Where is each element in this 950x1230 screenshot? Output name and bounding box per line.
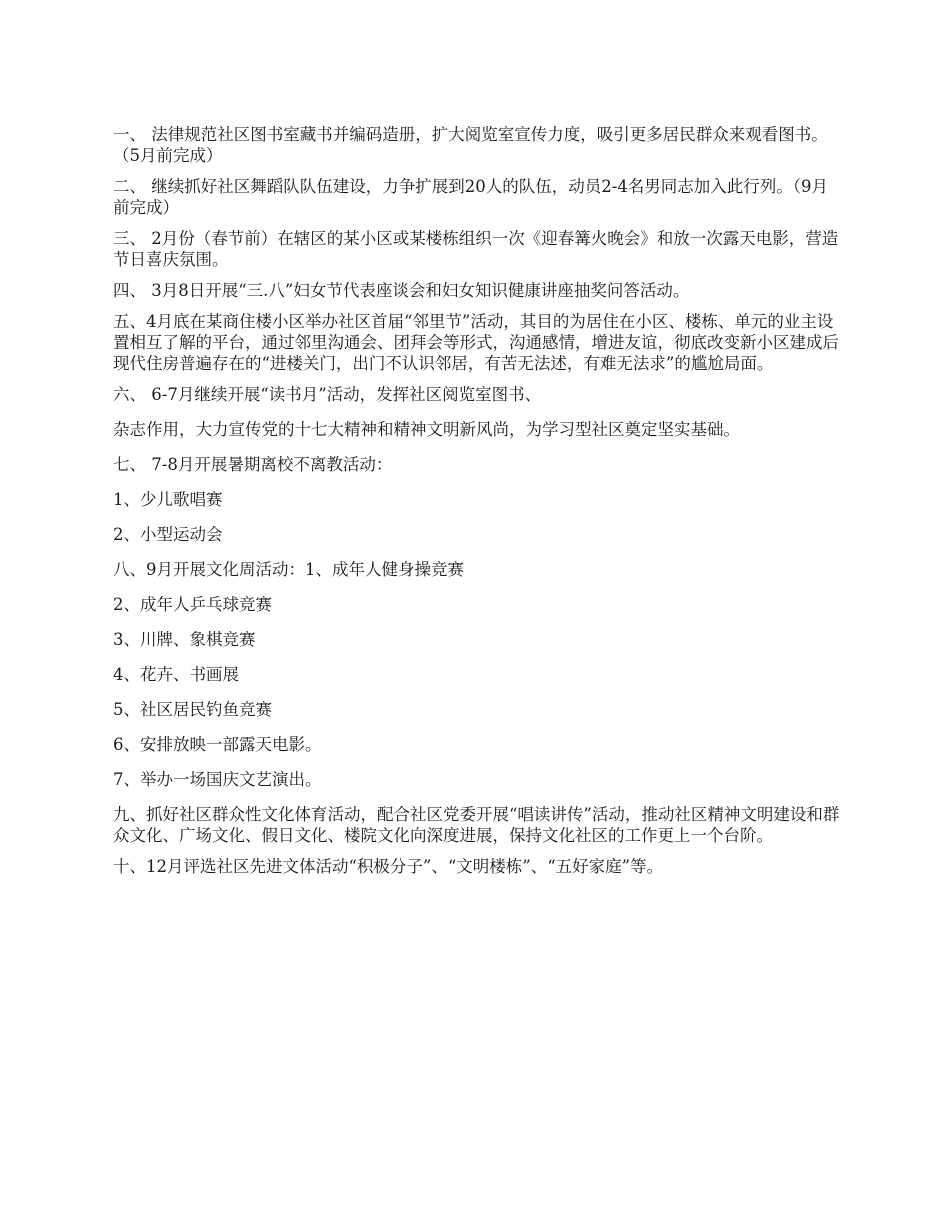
list-item: 2、小型运动会 xyxy=(113,525,223,544)
list-item: 3、川牌、象棋竞赛 xyxy=(113,630,256,649)
list-item: 4、花卉、书画展 xyxy=(113,665,239,684)
list-item: 5、社区居民钓鱼竞赛 xyxy=(113,700,272,719)
paragraph-item-4: 四、 3月8日开展“三.八”妇女节代表座谈会和妇女知识健康讲座抽奖问答活动。 xyxy=(113,281,690,300)
paragraph-item-6-continued: 杂志作用，大力宣传党的十七大精神和精神文明新风尚，为学习型社区奠定坚实基础。 xyxy=(113,420,740,439)
list-item: 7、举办一场国庆文艺演出。 xyxy=(113,770,322,789)
paragraph-item-3: 三、 2月份（春节前）在辖区的某小区或某楼栋组织一次《迎春篝火晚会》和放一次露天电影，营造节日喜庆氛围。 xyxy=(113,229,839,269)
paragraph-item-10: 十、12月评选社区先进文体活动“积极分子”、“文明楼栋”、“五好家庭”等。 xyxy=(113,857,664,876)
paragraph-item-7: 七、 7-8月开展暑期离校不离教活动： xyxy=(113,455,393,474)
document-body xyxy=(113,124,843,887)
paragraph-item-6: 六、 6-7月继续开展“读书月”活动，发挥社区阅览室图书、 xyxy=(113,385,542,404)
list-item: 1、少儿歌唱赛 xyxy=(113,490,223,509)
paragraph-item-5: 五、4月底在某商住楼小区举办社区首届“邻里节”活动，其目的为居住在小区、楼栋、单元的业主设置相互了解的平台，通过邻里沟通会、团拜会等形式，沟通感情，增进友谊，彻底改变新小区建成后现代住房普遍存在的“进楼关门，出门不认识邻居，有苦无法述，有难无法求”的尴尬局面。 xyxy=(113,312,839,373)
paragraph-item-9: 九、抓好社区群众性文化体育活动，配合社区党委开展“唱读讲传”活动，推动社区精神文明建设和群众文化、广场文化、假日文化、楼院文化向深度进展，保持文化社区的工作更上一个台阶。 xyxy=(113,805,840,845)
list-item: 6、安排放映一部露天电影。 xyxy=(113,735,322,754)
paragraph-item-2: 二、 继续抓好社区舞蹈队队伍建设，力争扩展到20人的队伍，动员2-4名男同志加入此行列。（9月前完成） xyxy=(113,177,829,217)
list-item: 2、成年人乒乓球竞赛 xyxy=(113,595,272,614)
paragraph-item-1: 一、 法律规范社区图书室藏书并编码造册，扩大阅览室宣传力度，吸引更多居民群众来观看图书。（5月前完成） xyxy=(113,125,828,165)
paragraph-item-8: 八、9月开展文化周活动：1、成年人健身操竞赛 xyxy=(113,560,464,579)
